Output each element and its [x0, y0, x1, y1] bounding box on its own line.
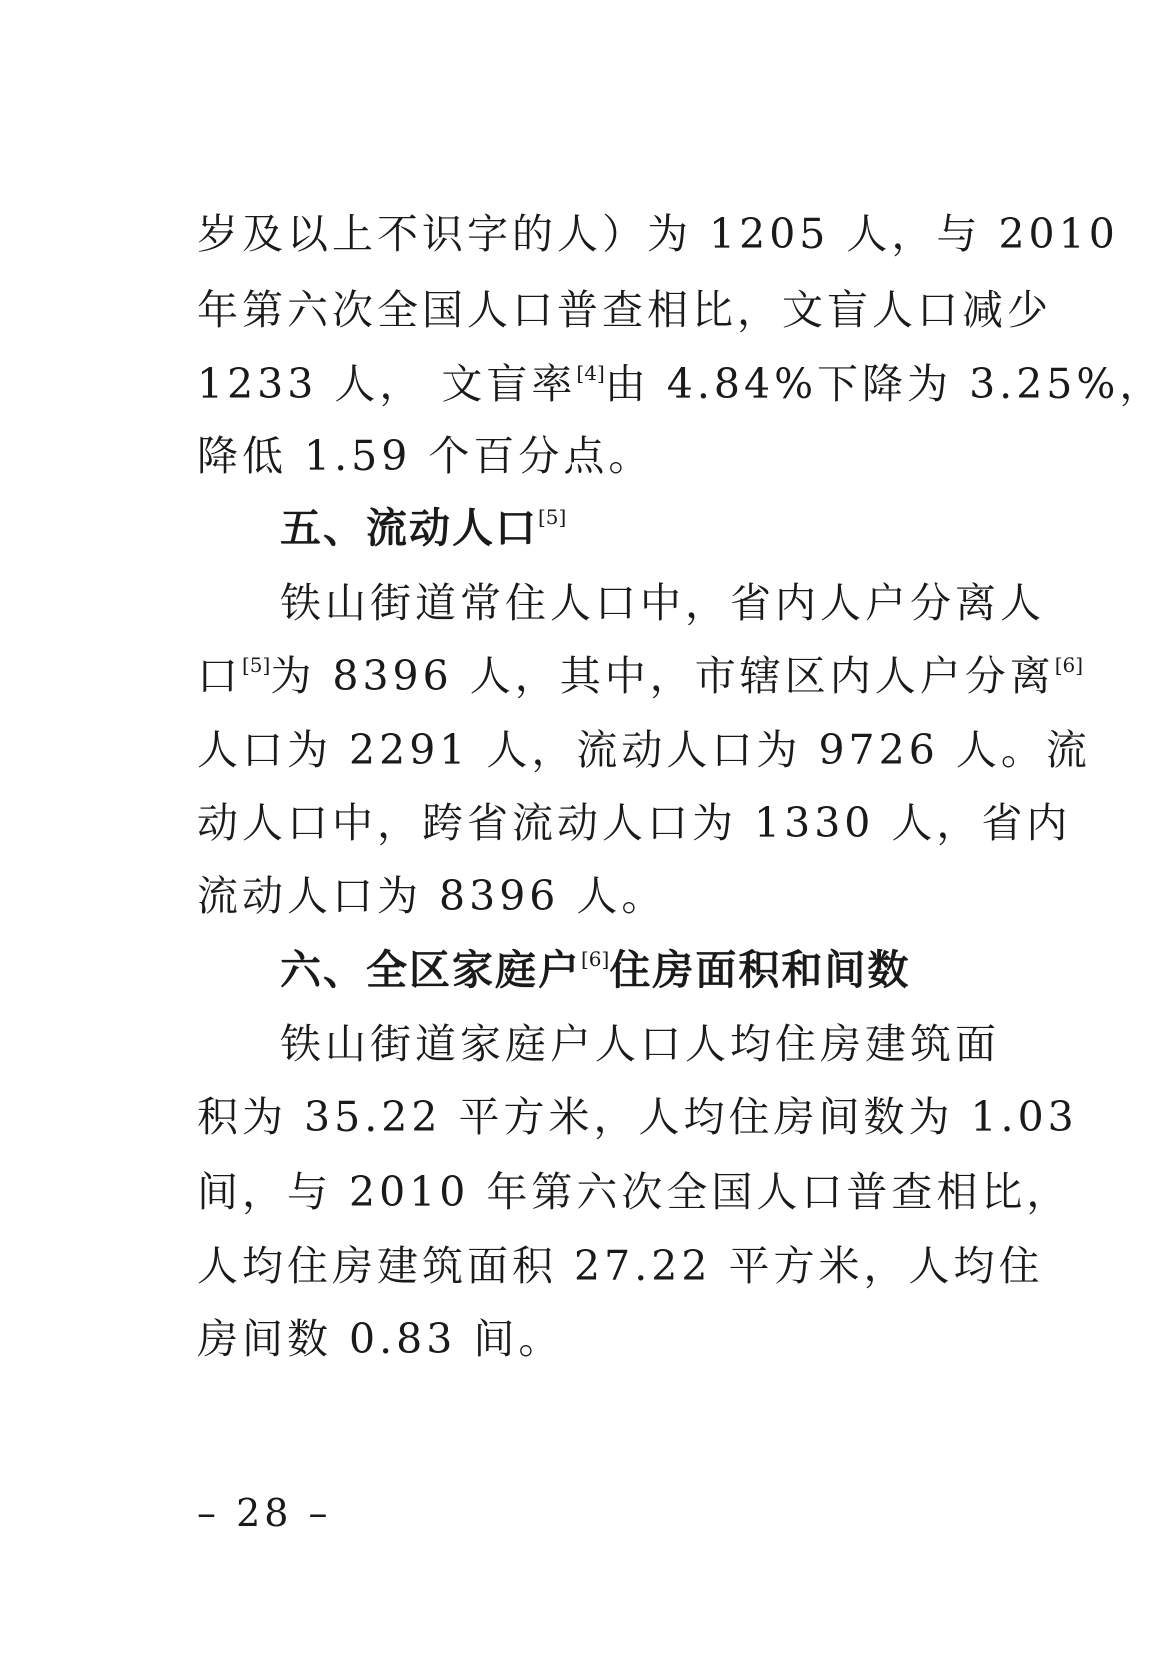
- body-text-line: [197, 206, 1119, 262]
- text-run: 1233 人， 文盲率: [197, 360, 577, 408]
- text-run: 人均住房建筑面积 27.22 平方米，人均住: [197, 1242, 1044, 1290]
- body-text-line: [197, 428, 972, 484]
- body-text-line: [197, 1238, 1044, 1294]
- section-heading: [280, 500, 566, 556]
- page-number: – 28 –: [197, 1491, 332, 1535]
- body-text-line: [197, 795, 1072, 851]
- footnote-ref: [5]: [242, 653, 271, 677]
- footnote-ref: [4]: [576, 361, 605, 385]
- body-text-line: [197, 356, 1165, 412]
- text-run: 人口为 2291 人，流动人口为 9726 人。流: [197, 726, 1091, 774]
- text-run: 积为 35.22 平方米，人均住房间数为 1.03: [197, 1093, 1078, 1141]
- text-run: 铁山街道常住人口中，省内人户分离人: [280, 579, 1045, 627]
- body-text-line: [280, 575, 1045, 631]
- heading-text: 五、流动人口: [280, 504, 538, 552]
- text-run: 房间数 0.83 间。: [197, 1315, 564, 1363]
- body-text-line: [197, 1089, 1078, 1145]
- text-run: 流动人口为 8396 人。: [197, 872, 667, 920]
- body-text-line: [197, 722, 1091, 778]
- footnote-ref: [5]: [538, 505, 567, 529]
- body-text-line: [197, 1164, 1072, 1220]
- text-run: 动人口中，跨省流动人口为 1330 人，省内: [197, 799, 1072, 847]
- text-run: 铁山街道家庭户人口人均住房建筑面: [280, 1020, 1000, 1068]
- text-run: 降低 1.59 个百分点。: [197, 432, 654, 480]
- section-heading: [280, 942, 910, 998]
- body-text-line: [197, 648, 1084, 704]
- text-run: 岁及以上不识字的人）为 1205 人，与 2010: [197, 210, 1119, 258]
- heading-text: 六、全区家庭户: [280, 946, 581, 994]
- text-run: 为 8396 人，其中，市辖区内人户分离: [270, 652, 1055, 700]
- body-text-line: [280, 1016, 1000, 1072]
- body-text-line: [197, 1311, 972, 1367]
- body-text-line: [197, 868, 972, 924]
- footnote-ref: [6]: [581, 947, 610, 971]
- body-text-line: [197, 282, 1052, 338]
- text-run: 间，与 2010 年第六次全国人口普查相比，: [197, 1168, 1072, 1216]
- text-run: 口: [197, 652, 242, 700]
- footnote-ref: [6]: [1054, 653, 1084, 677]
- heading-text: 住房面积和间数: [609, 946, 911, 994]
- text-run: 由 4.84%下降为 3.25%，: [604, 360, 1165, 408]
- text-run: 年第六次全国人口普查相比，文盲人口减少: [197, 286, 1052, 334]
